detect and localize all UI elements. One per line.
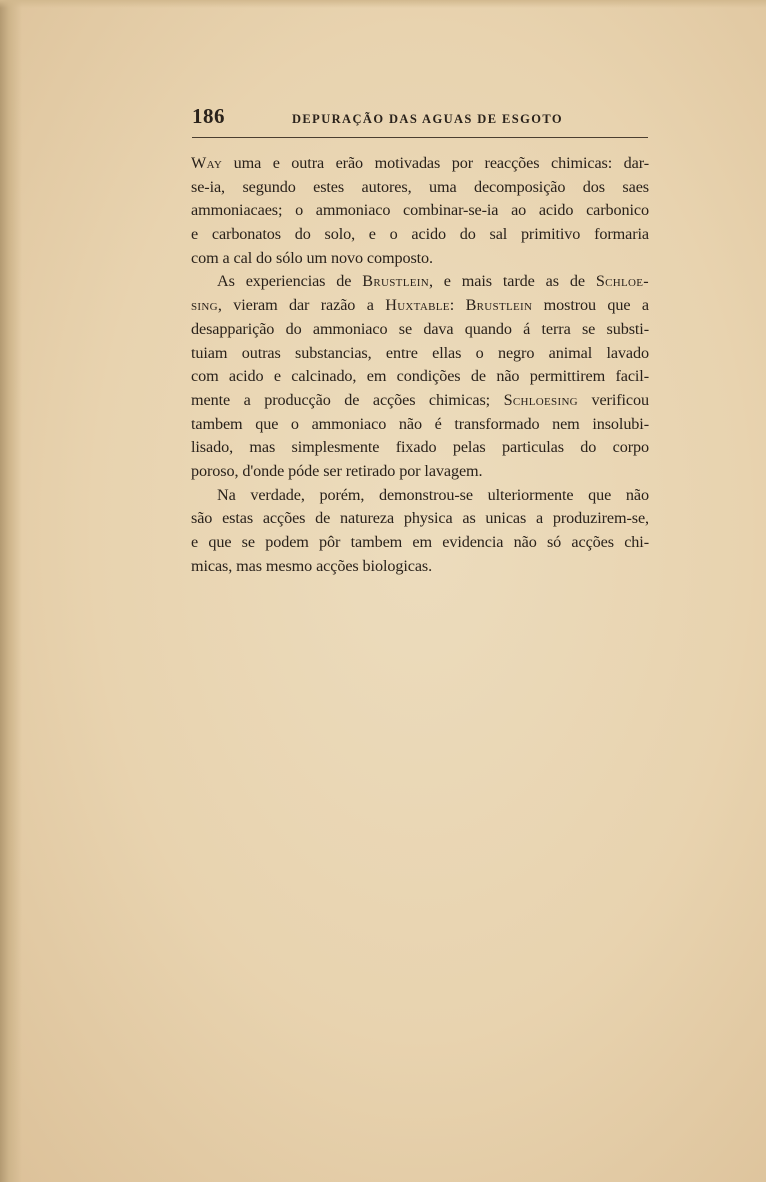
page-top-edge	[0, 0, 766, 8]
text-line: com acido e calcinado, em condições de não permittirem facil-	[191, 367, 649, 386]
text-line: e que se podem pôr tambem em evidencia não só acções chi-	[191, 533, 649, 551]
page-binding-edge	[0, 0, 22, 1182]
author-name: sing	[191, 296, 218, 315]
text-line: desapparição do ammoniaco se dava quando á terra se substi-	[191, 319, 649, 338]
text-line: tuiam outras substancias, entre ellas o negro animal lavado	[191, 343, 649, 362]
text-line: ammoniacaes; o ammoniaco combinar-se-ia ao acido carbonico	[191, 201, 649, 220]
text-line: e carbonatos do solo, e o acido do sal primitivo formaria	[191, 225, 649, 244]
text-line: micas, mas mesmo acções biologicas.	[191, 556, 433, 575]
author-name: Way	[191, 154, 223, 172]
text-line: poroso, d'onde póde ser retirado por lavagem.	[191, 461, 483, 480]
text-line: lisado, mas simplesmente fixado pelas particulas do corpo	[191, 438, 649, 457]
text-line: mente a producção de acções chimicas; Schloesing verificou	[191, 390, 649, 409]
text-line: tambem que o ammoniaco não é transformado nem insolubi-	[191, 414, 649, 433]
running-head: DEPURAÇÃO DAS AGUAS DE ESGOTO	[292, 112, 563, 126]
text-line: As experiencias de Brustlein, e mais tarde as de Schloe-	[217, 272, 649, 291]
text-line: sing, vieram dar razão a Huxtable: Brustlein mostrou que a	[191, 296, 649, 315]
text-line: com a cal do sólo um novo composto.	[191, 248, 433, 267]
author-name: Schloe-	[595, 272, 649, 291]
page-header	[192, 104, 648, 132]
header-rule	[192, 137, 648, 138]
author-name: Huxtable	[385, 296, 450, 315]
text-line: se-ia, segundo estes autores, uma decomposição dos saes	[191, 177, 649, 196]
text-line: Na verdade, porém, demonstrou-se ulteriormente que não	[217, 485, 649, 504]
page-number: 186	[192, 104, 225, 128]
text-line: Way uma e outra erão motivadas por reacções chimicas: dar-	[191, 154, 649, 172]
body-text	[191, 152, 649, 578]
author-name: Brustlein	[465, 296, 533, 315]
text-line: são estas acções de natureza physica as unicas a produzirem-se,	[191, 509, 649, 528]
author-name: Schloesing	[503, 390, 578, 409]
author-name: Brustlein	[362, 272, 429, 291]
